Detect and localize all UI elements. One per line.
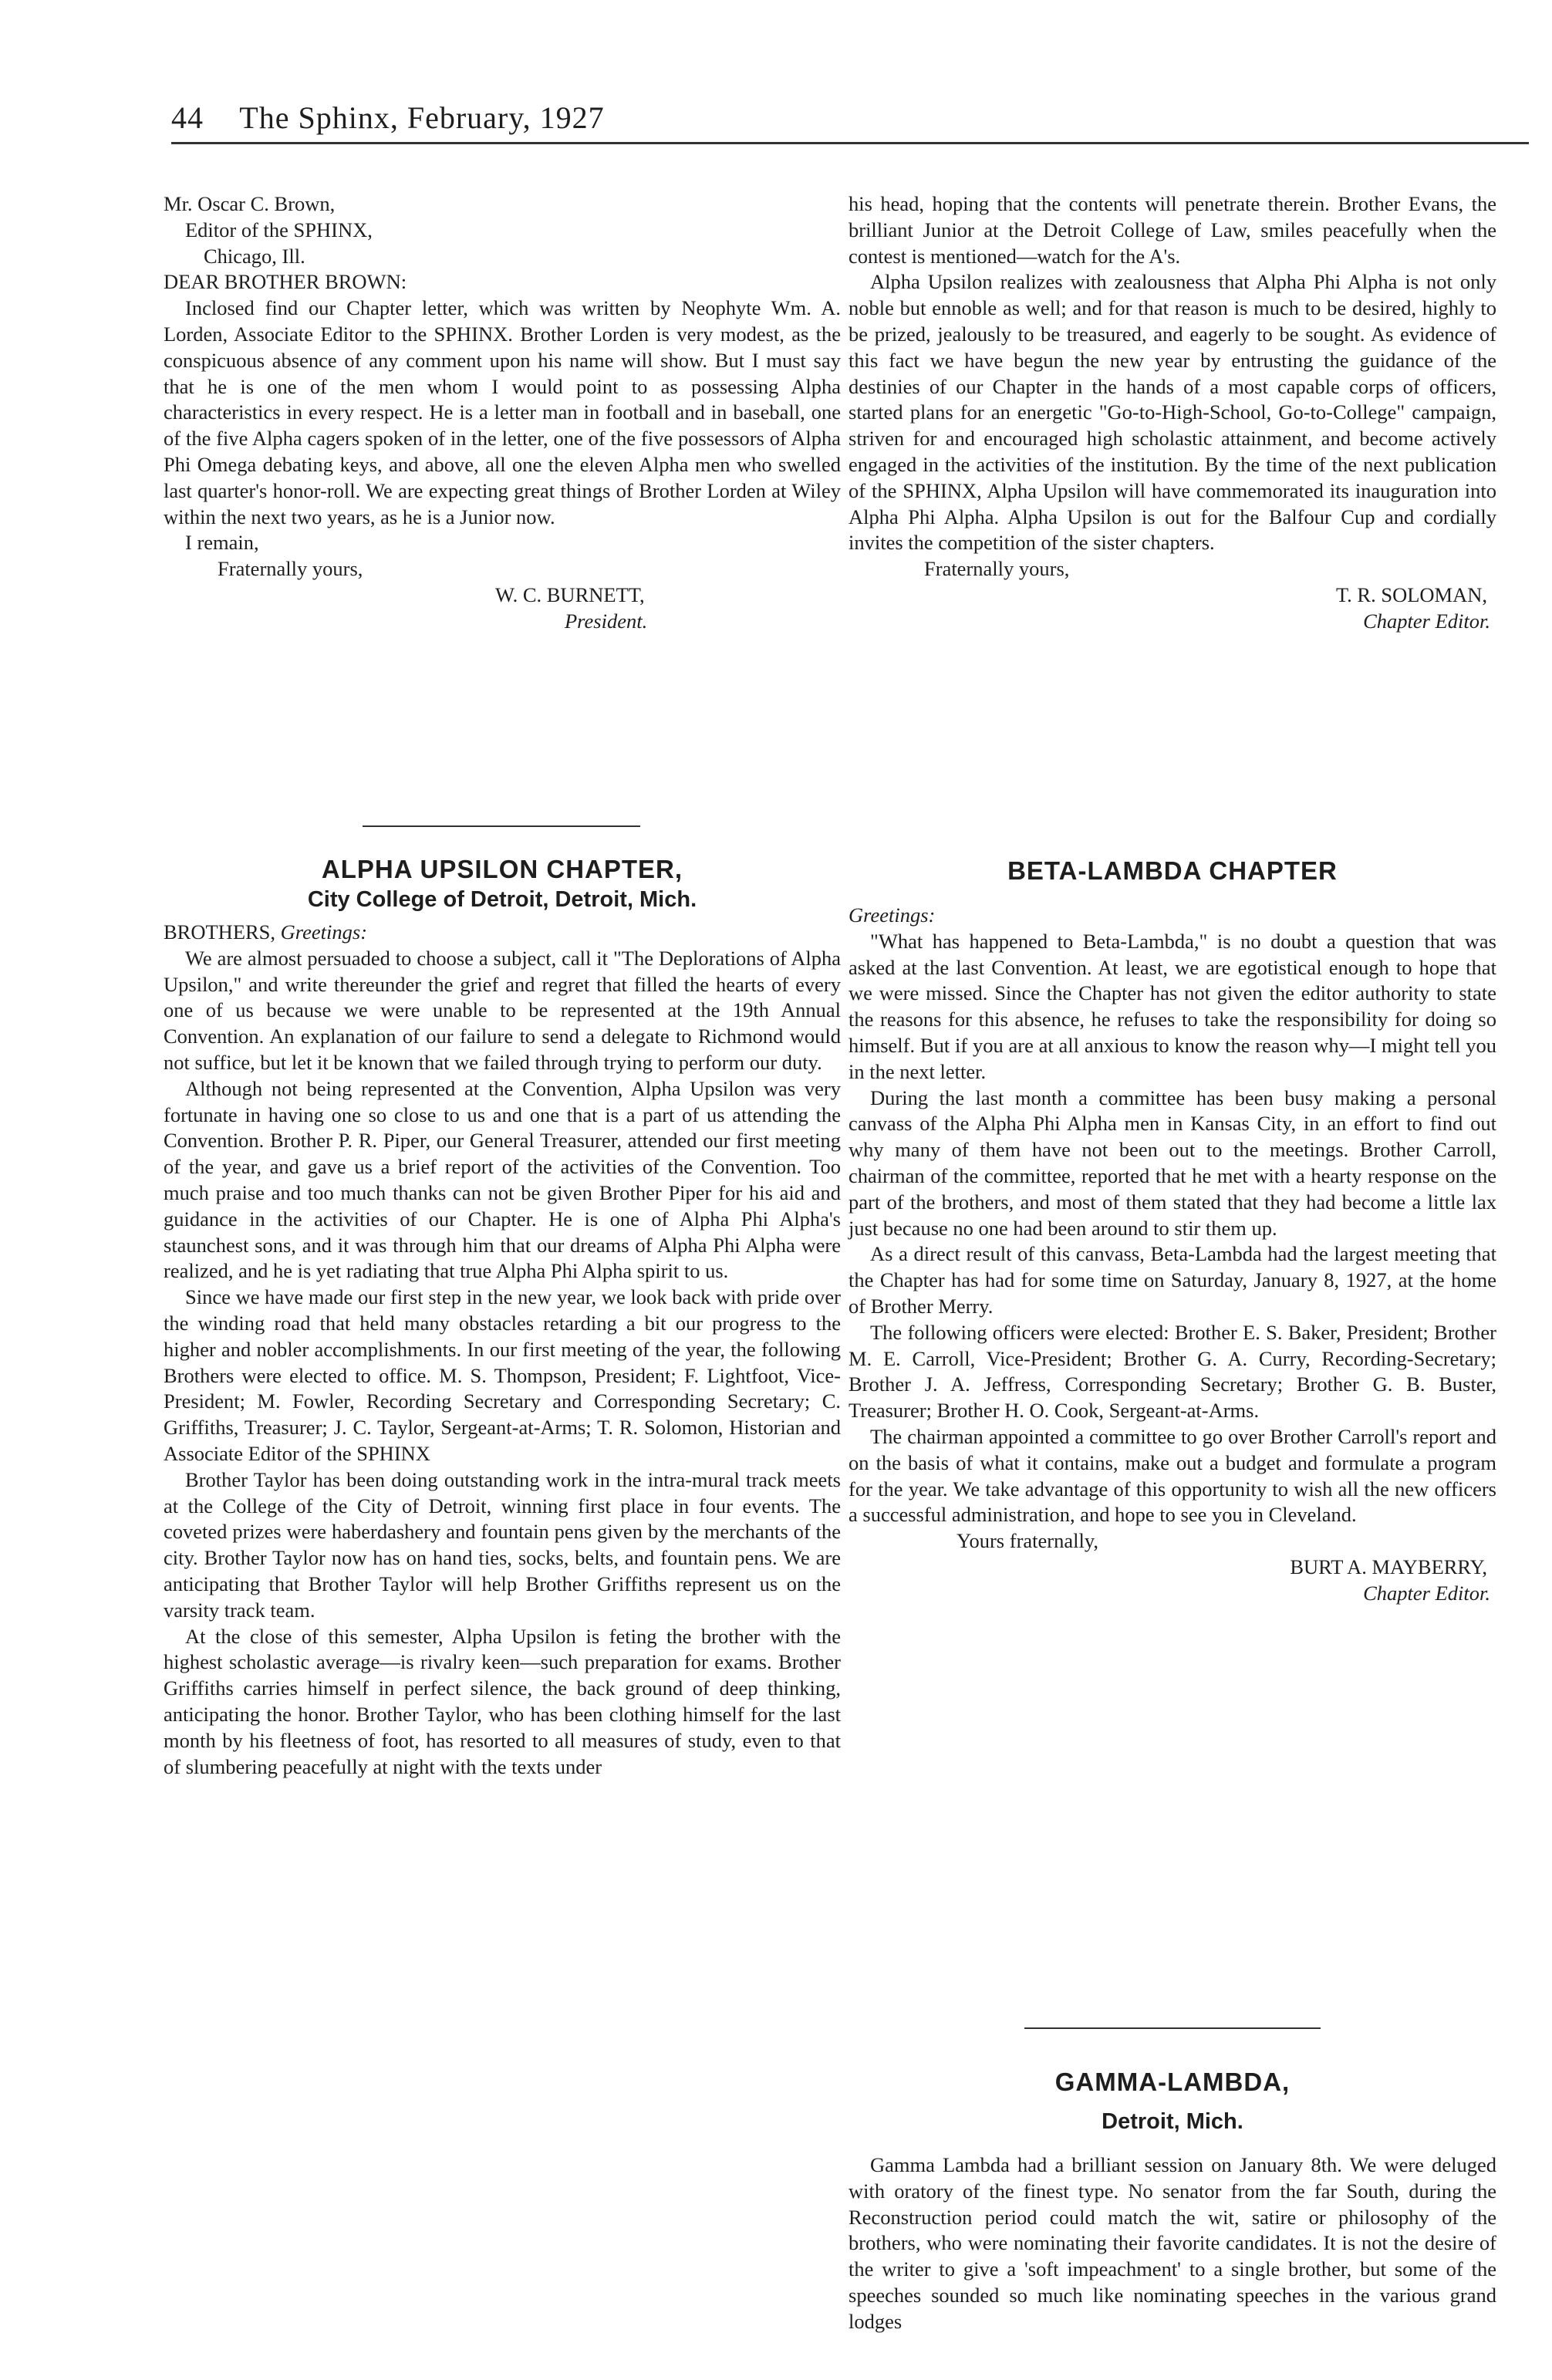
alpha-upsilon-greeting xyxy=(164,920,841,946)
letter-greeting: DEAR BROTHER BROWN: xyxy=(164,270,407,294)
continuation-closing: Fraternally yours, xyxy=(924,557,1070,581)
recipient-city: Chicago, Ill. xyxy=(204,244,305,268)
alpha-upsilon-letter xyxy=(164,920,841,1780)
gamma-lambda-subtitle: Detroit, Mich. xyxy=(1102,2109,1243,2134)
beta-lambda-closing: Yours fraternally, xyxy=(957,1529,1098,1553)
letter-closing: Fraternally yours, xyxy=(218,557,363,581)
continuation-paragraph: his head, hoping that the contents will penetrate therein. Brother Evans, the brilliant Junior at the Detroit College of Law, smiles peacefully when the contest is mentioned—watch for the A's. xyxy=(849,192,1496,268)
gamma-lambda-paragraph: Gamma Lambda had a brilliant session on January 8th. We were deluged with oratory of the finest type. No senator from the far South, during the Reconstruction period could match the wit, satire or philosophy of the brothers, who were nominating their favorite candidates. It is not the desire of the writer to give a 'soft impeachment' to a single brother, but some of the speeches sounded so much like nominating speeches in the various grand lodges xyxy=(849,2153,1496,2333)
cover-letter xyxy=(164,191,841,635)
beta-lambda-paragraph: "What has happened to Beta-Lambda," is no doubt a question that was asked at the last Convention. At least, we are egotistical enough to hope that we were missed. Since the Chapter has not given the editor authority to state the reasons for this absence, he refuses to take the responsibility for doing so himself. But if you are at all anxious to know the reason why—I might tell you in the next letter. xyxy=(849,929,1496,1083)
running-header xyxy=(171,99,1529,144)
greeting-italic: Greetings: xyxy=(280,920,368,944)
recipient-name: Mr. Oscar C. Brown, xyxy=(164,192,336,215)
beta-lambda-letter xyxy=(849,903,1496,1607)
beta-lambda-signature: BURT A. MAYBERRY, xyxy=(1290,1555,1487,1578)
continuation-signature: T. R. SOLOMAN, xyxy=(1335,582,1487,606)
letter-signature-title: President. xyxy=(565,609,648,633)
continuation-paragraph: Alpha Upsilon realizes with zealousness that Alpha Phi Alpha is not only noble but ennoble as well; and for that reason is much to be desired, highly to be prized, jealously to be treasured, and eagerly to be sought. As evidence of this fact we have begun the new year by entrusting the guidance of the destinies of our Chapter in the hands of a most capable corps of officers, started plans for an energetic "Go-to-High-School, Go-to-College" campaign, striven for and encouraged high scholastic attainment, and become actively engaged in the activities of the institution. By the time of the next publication of the SPHINX, Alpha Upsilon will have commemorated its inauguration into Alpha Phi Alpha. Alpha Upsilon is out for the Balfour Cup and cordially invites the competition of the sister chapters. xyxy=(849,270,1496,555)
section-divider xyxy=(1024,2027,1321,2029)
beta-lambda-paragraph: The following officers were elected: Brother E. S. Baker, President; Brother M. E. Carroll, Vice-President; Brother G. A. Curry, Recording-Secretary; Brother J. A. Jeffress, Corresponding Secretary; Brother G. B. Buster, Treasurer; Brother H. O. Cook, Sergeant-at-Arms. xyxy=(849,1320,1496,1423)
beta-lambda-paragraph: During the last month a committee has been busy making a personal canvass of the Alpha Phi Alpha men in Kansas City, in an effort to find out why many of them have not been out to the meetings. Brother Carroll, chairman of the committee, reported that he met with a hearty response on the part of the brothers, and most of them stated that they had become a little lax just because no one had been around to stir them up. xyxy=(849,1085,1496,1240)
letter-remain: I remain, xyxy=(185,531,259,555)
page-number: 44 xyxy=(171,100,204,135)
alpha-upsilon-paragraph: Brother Taylor has been doing outstanding work in the intra-mural track meets at the College of the City of Detroit, winning first place in four events. The coveted prizes were haberdashery and fountain pens given by the merchants of the city. Brother Taylor now has on hand ties, socks, belts, and fountain pens. We are anticipating that Brother Taylor will help Brother Griffiths represent us on the varsity track team. xyxy=(164,1467,841,1622)
beta-lambda-paragraph: As a direct result of this canvass, Beta-Lambda had the largest meeting that the Chapter has had for some time on Saturday, January 8, 1927, at the home of Brother Merry. xyxy=(849,1242,1496,1318)
beta-lambda-greeting: Greetings: xyxy=(849,903,936,927)
beta-lambda-paragraph: The chairman appointed a committee to go over Brother Carroll's report and on the basis of what it contains, make out a budget and formulate a program for the year. We take advantage of this opportunity to wish all the new officers a successful administration, and hope to see you in Cleveland. xyxy=(849,1424,1496,1527)
alpha-upsilon-title: ALPHA UPSILON CHAPTER, xyxy=(321,855,683,883)
beta-lambda-title: BETA-LAMBDA CHAPTER xyxy=(1007,856,1338,885)
section-divider xyxy=(363,825,640,827)
alpha-upsilon-subtitle: City College of Detroit, Detroit, Mich. xyxy=(307,887,697,912)
running-title: The Sphinx, February, 1927 xyxy=(239,100,605,135)
recipient-role: Editor of the SPHINX, xyxy=(185,218,373,241)
beta-lambda-signature-title: Chapter Editor. xyxy=(1363,1581,1490,1605)
greeting-caps: BROTHERS, xyxy=(164,920,276,944)
alpha-upsilon-paragraph: At the close of this semester, Alpha Upsilon is feting the brother with the highest scholastic average—is rivalry keen—such preparation for exams. Brother Griffiths carries himself in perfect silence, the back ground of deep thinking, anticipating the honor. Brother Taylor, who has been clothing himself for the last month by his fleetness of foot, has resorted to all measures of study, even to that of slumbering peacefully at night with the texts under xyxy=(164,1624,841,1778)
continuation-signature-title: Chapter Editor. xyxy=(1363,609,1490,633)
alpha-upsilon-paragraph: Although not being represented at the Convention, Alpha Upsilon was very fortunate in having one so close to us and one that is a part of us attending the Convention. Brother P. R. Piper, our General Treasurer, attended our first meeting of the year, and gave us a brief report of the activities of the Convention. Too much praise and too much thanks can not be given Brother Piper for his aid and guidance in the activities of our Chapter. He is one of Alpha Phi Alpha's staunchest sons, and it was through him that our dreams of Alpha Phi Alpha were realized, and he is yet radiating that true Alpha Phi Alpha spirit to us. xyxy=(164,1076,841,1283)
letter-body: Inclosed find our Chapter letter, which was written by Neophyte Wm. A. Lorden, Associate Editor to the SPHINX. Brother Lorden is very modest, as the conspicuous absence of any comment upon his name will show. But I must say that he is one of the men whom I would point to as possessing Alpha characteristics in every respect. He is a letter man in football and in baseball, one of the five Alpha cagers spoken of in the letter, one of the five possessors of Alpha Phi Omega debating keys, and above, all one the eleven Alpha men who swelled last quarter's honor-roll. We are expecting great things of Brother Lorden at Wiley within the next two years, as he is a Junior now. xyxy=(164,296,841,528)
gamma-lambda-letter xyxy=(849,2152,1496,2335)
alpha-upsilon-continuation xyxy=(849,191,1496,635)
alpha-upsilon-paragraph: We are almost persuaded to choose a subject, call it "The Deplorations of Alpha Upsilon," and write thereunder the grief and regret that filled the hearts of every one of us because we were unable to be represented at the 19th Annual Convention. An explanation of our failure to send a delegate to Richmond would not suffice, but let it be known that we failed through trying to perform our duty. xyxy=(164,946,841,1074)
letter-signature: W. C. BURNETT, xyxy=(495,582,645,606)
alpha-upsilon-paragraph: Since we have made our first step in the new year, we look back with pride over the winding road that held many obstacles retarding a bit our progress to the higher and nobler accomplishments. In our first meeting of the year, the following Brothers were elected to office. M. S. Thompson, President; F. Lightfoot, Vice-President; M. Fowler, Recording Secretary and Corresponding Secretary; C. Griffiths, Treasurer; J. C. Taylor, Sergeant-at-Arms; T. R. Solomon, Historian and Associate Editor of the SPHINX xyxy=(164,1285,841,1465)
gamma-lambda-title: GAMMA-LAMBDA, xyxy=(1054,2068,1291,2096)
